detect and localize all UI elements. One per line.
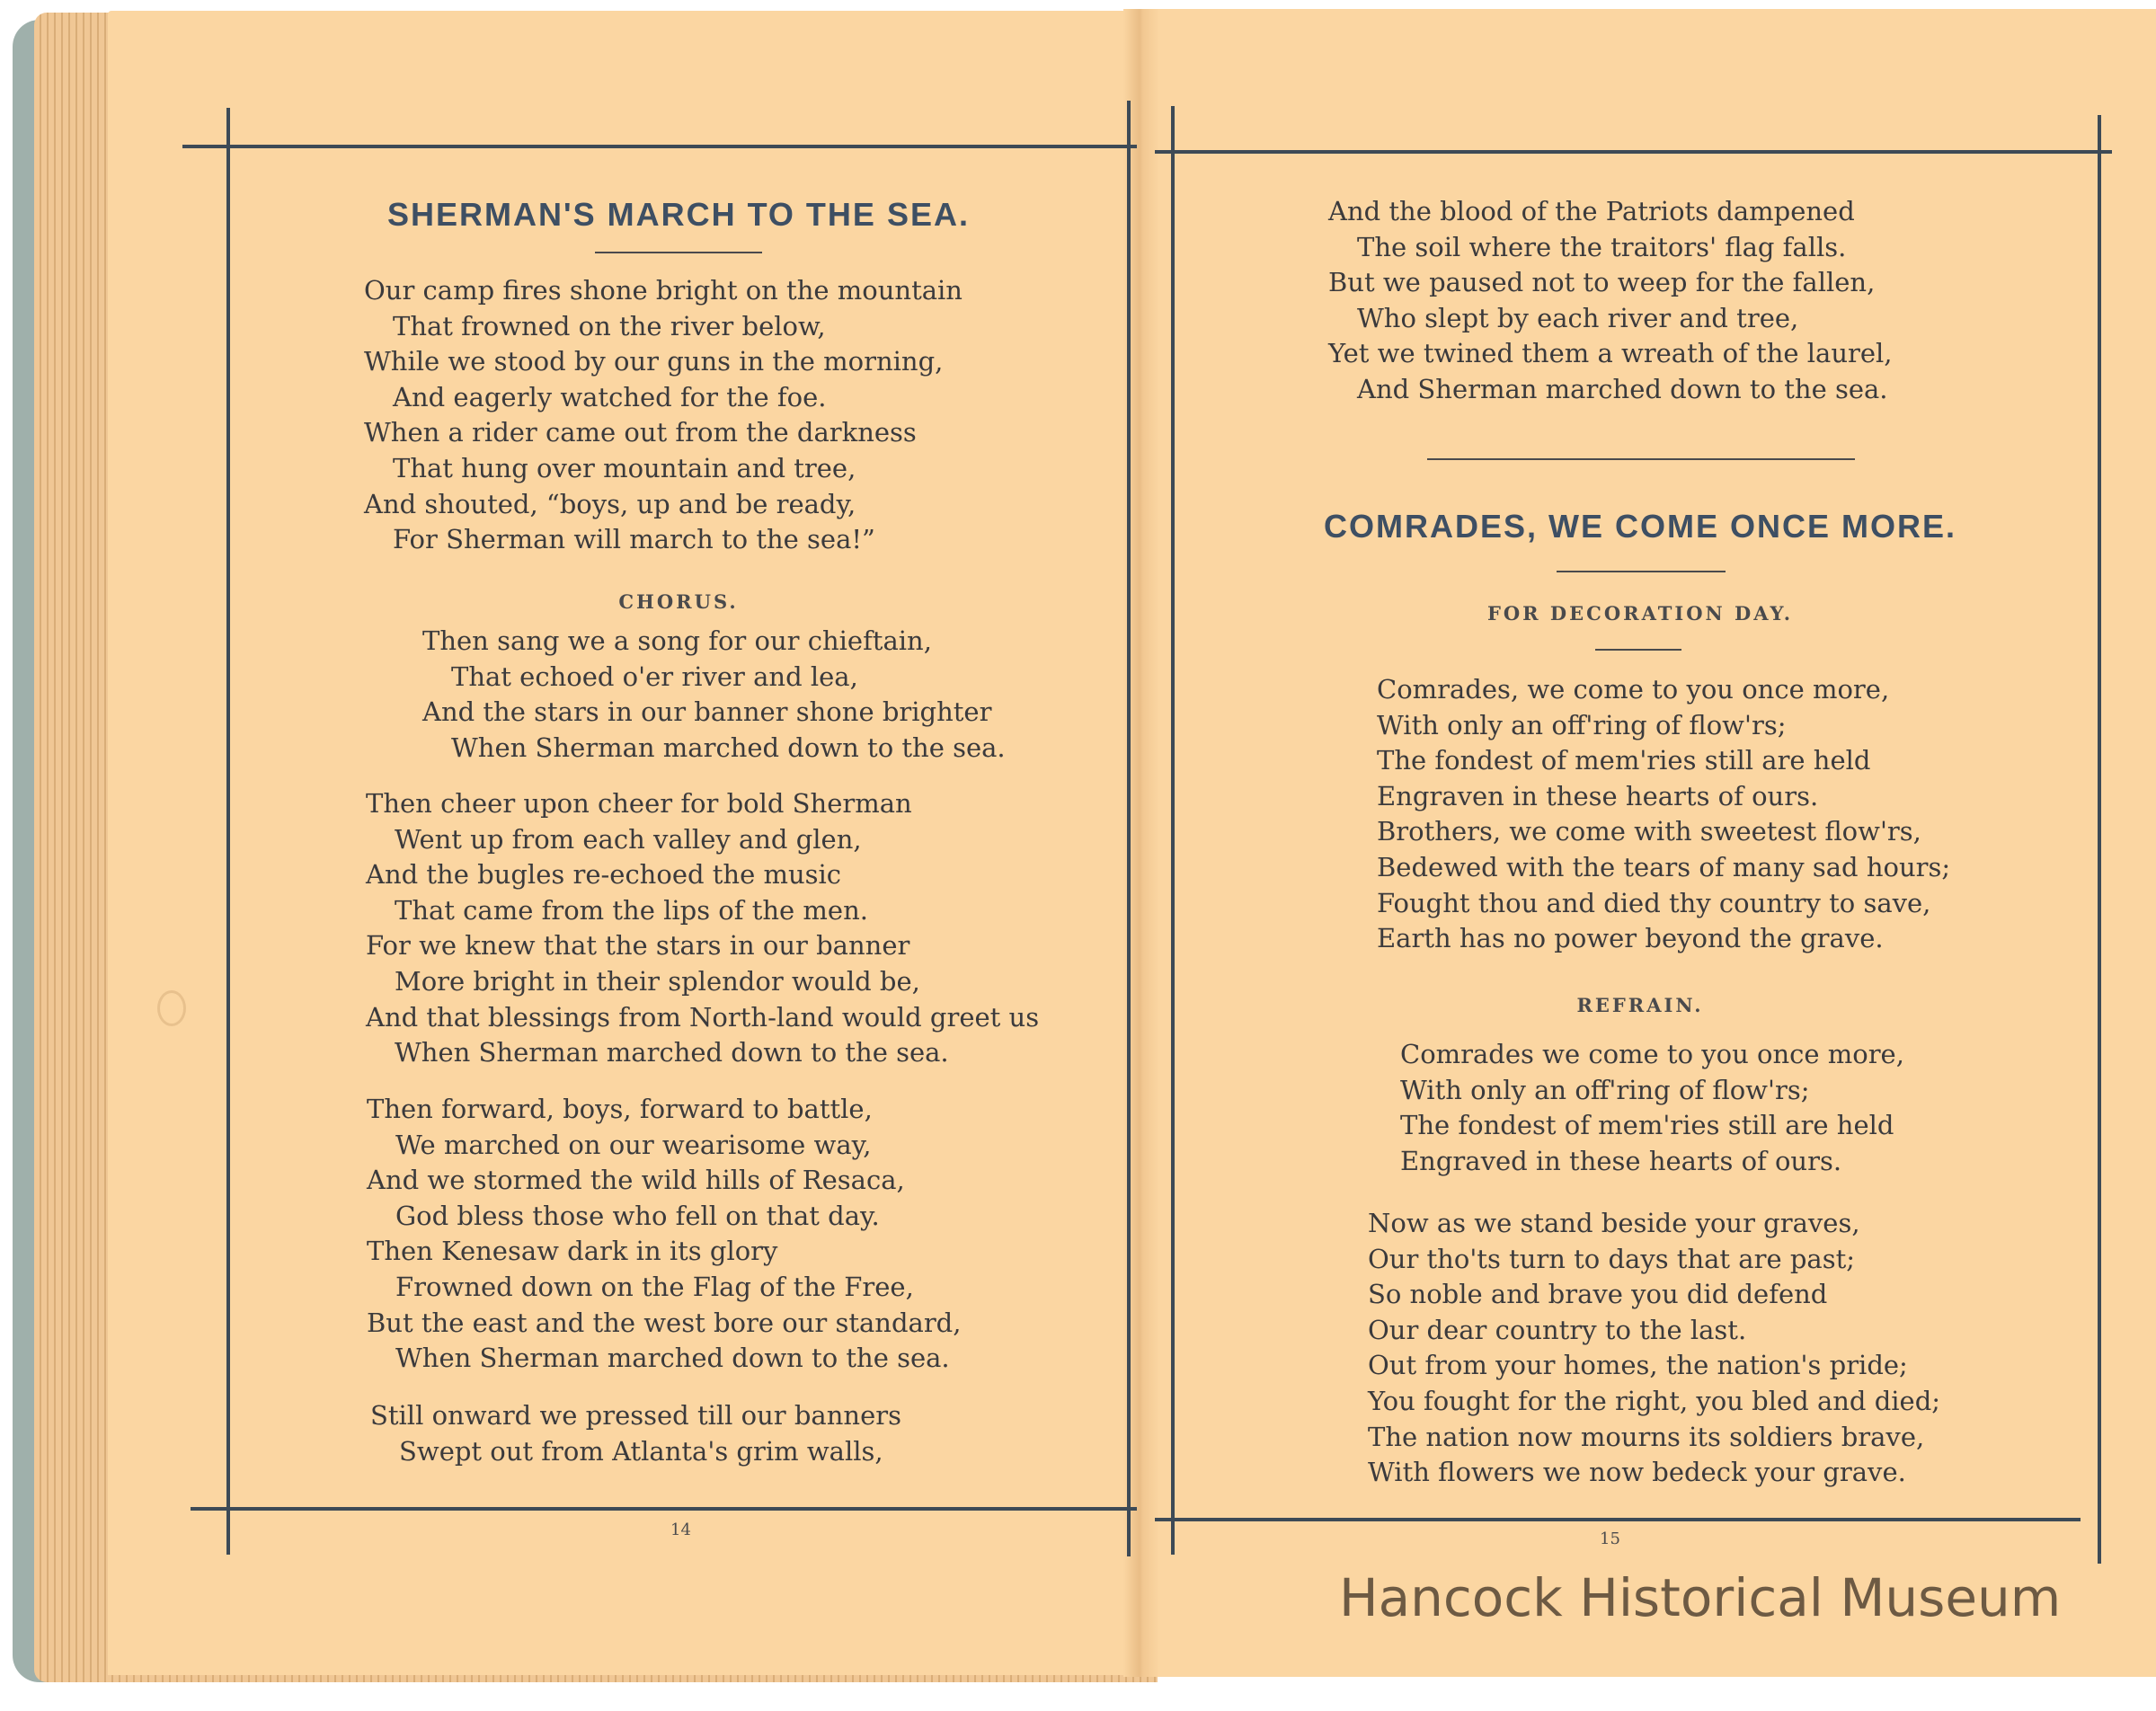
verse-line: Yet we twined them a wreath of the laurel, xyxy=(1328,338,1893,369)
verse-line: Out from your homes, the nation's pride; xyxy=(1368,1350,1908,1381)
verse-line: That frowned on the river below, xyxy=(393,310,826,341)
page-title: SHERMAN'S MARCH TO THE SEA. xyxy=(387,196,970,233)
verse-line: The nation now mourns its soldiers brave, xyxy=(1368,1421,1925,1452)
title-divider xyxy=(595,252,762,253)
page-number: 14 xyxy=(670,1520,691,1539)
verse-line: The fondest of mem'ries still are held xyxy=(1400,1110,1894,1141)
verse-line: And shouted, “boys, up and be ready, xyxy=(364,488,856,519)
verse-line: And the blood of the Patriots dampened xyxy=(1328,196,1855,226)
verse-line: For Sherman will march to the sea!” xyxy=(393,524,875,555)
stanza-2 xyxy=(1368,1206,1940,1491)
verse-line: More bright in their splendor would be, xyxy=(395,965,920,997)
left-frame-left-rule xyxy=(226,108,230,1555)
verse-line: But the east and the west bore our standard, xyxy=(367,1307,962,1338)
verse-line: Earth has no power beyond the grave. xyxy=(1377,923,1884,954)
left-frame-bottom-rule xyxy=(191,1507,1137,1511)
verse-line: Then cheer upon cheer for bold Sherman xyxy=(366,788,912,819)
verse-line: Went up from each valley and glen, xyxy=(395,823,862,855)
verse-line: The fondest of mem'ries still are held xyxy=(1377,745,1871,776)
verse-line: When a rider came out from the darkness xyxy=(364,417,917,448)
verse-line: And we stormed the wild hills of Resaca, xyxy=(367,1165,905,1196)
verse-line: Comrades we come to you once more, xyxy=(1400,1039,1904,1069)
refrain xyxy=(1400,1037,1904,1179)
title-divider xyxy=(1557,571,1726,572)
verse-line: With flowers we now bedeck your grave. xyxy=(1368,1457,1906,1488)
verse-line: Then Kenesaw dark in its glory xyxy=(367,1236,778,1267)
verse-line: You fought for the right, you bled and died; xyxy=(1368,1385,1941,1416)
verse-line: Engraven in these hearts of ours. xyxy=(1377,780,1819,811)
stanza-4 xyxy=(370,1398,901,1469)
refrain-heading: REFRAIN. xyxy=(1576,994,1704,1016)
verse-line: With only an off'ring of flow'rs; xyxy=(1377,709,1787,740)
verse-line: When Sherman marched down to the sea. xyxy=(451,731,1006,763)
verse-line: That echoed o'er river and lea, xyxy=(451,660,858,692)
verse-line: Who slept by each river and tree, xyxy=(1357,302,1799,333)
verse-line: Bedewed with the tears of many sad hours; xyxy=(1377,851,1951,882)
verse-line: And that blessings from North-land would greet us xyxy=(366,1001,1040,1033)
left-frame-right-rule xyxy=(1127,101,1131,1556)
section-divider xyxy=(1427,458,1855,460)
verse-line: When Sherman marched down to the sea. xyxy=(395,1037,949,1068)
stanza-3 xyxy=(367,1092,961,1377)
verse-line: And the stars in our banner shone brighter xyxy=(422,696,992,728)
paper-stain xyxy=(157,990,186,1026)
right-frame-bottom-rule xyxy=(1155,1518,2081,1521)
verse-line: That came from the lips of the men. xyxy=(395,894,868,926)
verse-line: We marched on our wearisome way, xyxy=(395,1129,872,1160)
verse-line: God bless those who fell on that day. xyxy=(395,1200,880,1231)
verse-line: Comrades, we come to you once more, xyxy=(1377,674,1890,705)
verse-line: Brothers, we come with sweetest flow'rs, xyxy=(1377,816,1921,847)
stanza-1 xyxy=(364,273,963,558)
continuation-stanza xyxy=(1328,194,1893,408)
verse-line: Our camp fires shone bright on the mountain xyxy=(364,275,963,306)
watermark: Hancock Historical Museum xyxy=(1339,1567,2062,1628)
verse-line: Fought thou and died thy country to save, xyxy=(1377,887,1931,918)
chorus xyxy=(422,624,1006,766)
verse-line: Then sang we a song for our chieftain, xyxy=(422,625,932,656)
right-frame-right-rule xyxy=(2098,115,2101,1564)
right-frame-left-rule xyxy=(1171,106,1175,1555)
chorus-heading: CHORUS. xyxy=(618,590,739,613)
verse-line: And eagerly watched for the foe. xyxy=(393,381,827,412)
verse-line: Our tho'ts turn to days that are past; xyxy=(1368,1243,1855,1274)
verse-line: The soil where the traitors' flag falls. xyxy=(1357,231,1847,262)
verse-line: Our dear country to the last. xyxy=(1368,1314,1747,1345)
verse-line: Engraved in these hearts of ours. xyxy=(1400,1145,1842,1176)
verse-line: And the bugles re-echoed the music xyxy=(366,859,842,891)
verse-line: When Sherman marched down to the sea. xyxy=(395,1343,950,1374)
stanza-1 xyxy=(1377,672,1950,957)
verse-line: Still onward we pressed till our banners xyxy=(370,1400,901,1431)
verse-line: Swept out from Atlanta's grim walls, xyxy=(399,1435,883,1467)
subtitle-divider xyxy=(1595,649,1681,651)
section-title: COMRADES, WE COME ONCE MORE. xyxy=(1323,508,1957,545)
verse-line: Then forward, boys, forward to battle, xyxy=(367,1094,873,1124)
left-frame-top-rule xyxy=(182,145,1137,148)
verse-line: While we stood by our guns in the morning, xyxy=(364,346,944,377)
page-number: 15 xyxy=(1600,1529,1620,1548)
verse-line: Frowned down on the Flag of the Free, xyxy=(395,1271,914,1302)
stanza-2 xyxy=(366,786,1039,1071)
verse-line: For we knew that the stars in our banner xyxy=(366,930,910,962)
verse-line: So noble and brave you did defend xyxy=(1368,1279,1828,1310)
verse-line: Now as we stand beside your graves, xyxy=(1368,1208,1860,1238)
right-frame-top-rule xyxy=(1155,150,2112,154)
verse-line: That hung over mountain and tree, xyxy=(393,452,856,483)
verse-line: And Sherman marched down to the sea. xyxy=(1357,373,1888,404)
verse-line: With only an off'ring of flow'rs; xyxy=(1400,1074,1810,1105)
verse-line: But we paused not to weep for the fallen, xyxy=(1328,267,1876,298)
section-subtitle: FOR DECORATION DAY. xyxy=(1486,602,1794,625)
